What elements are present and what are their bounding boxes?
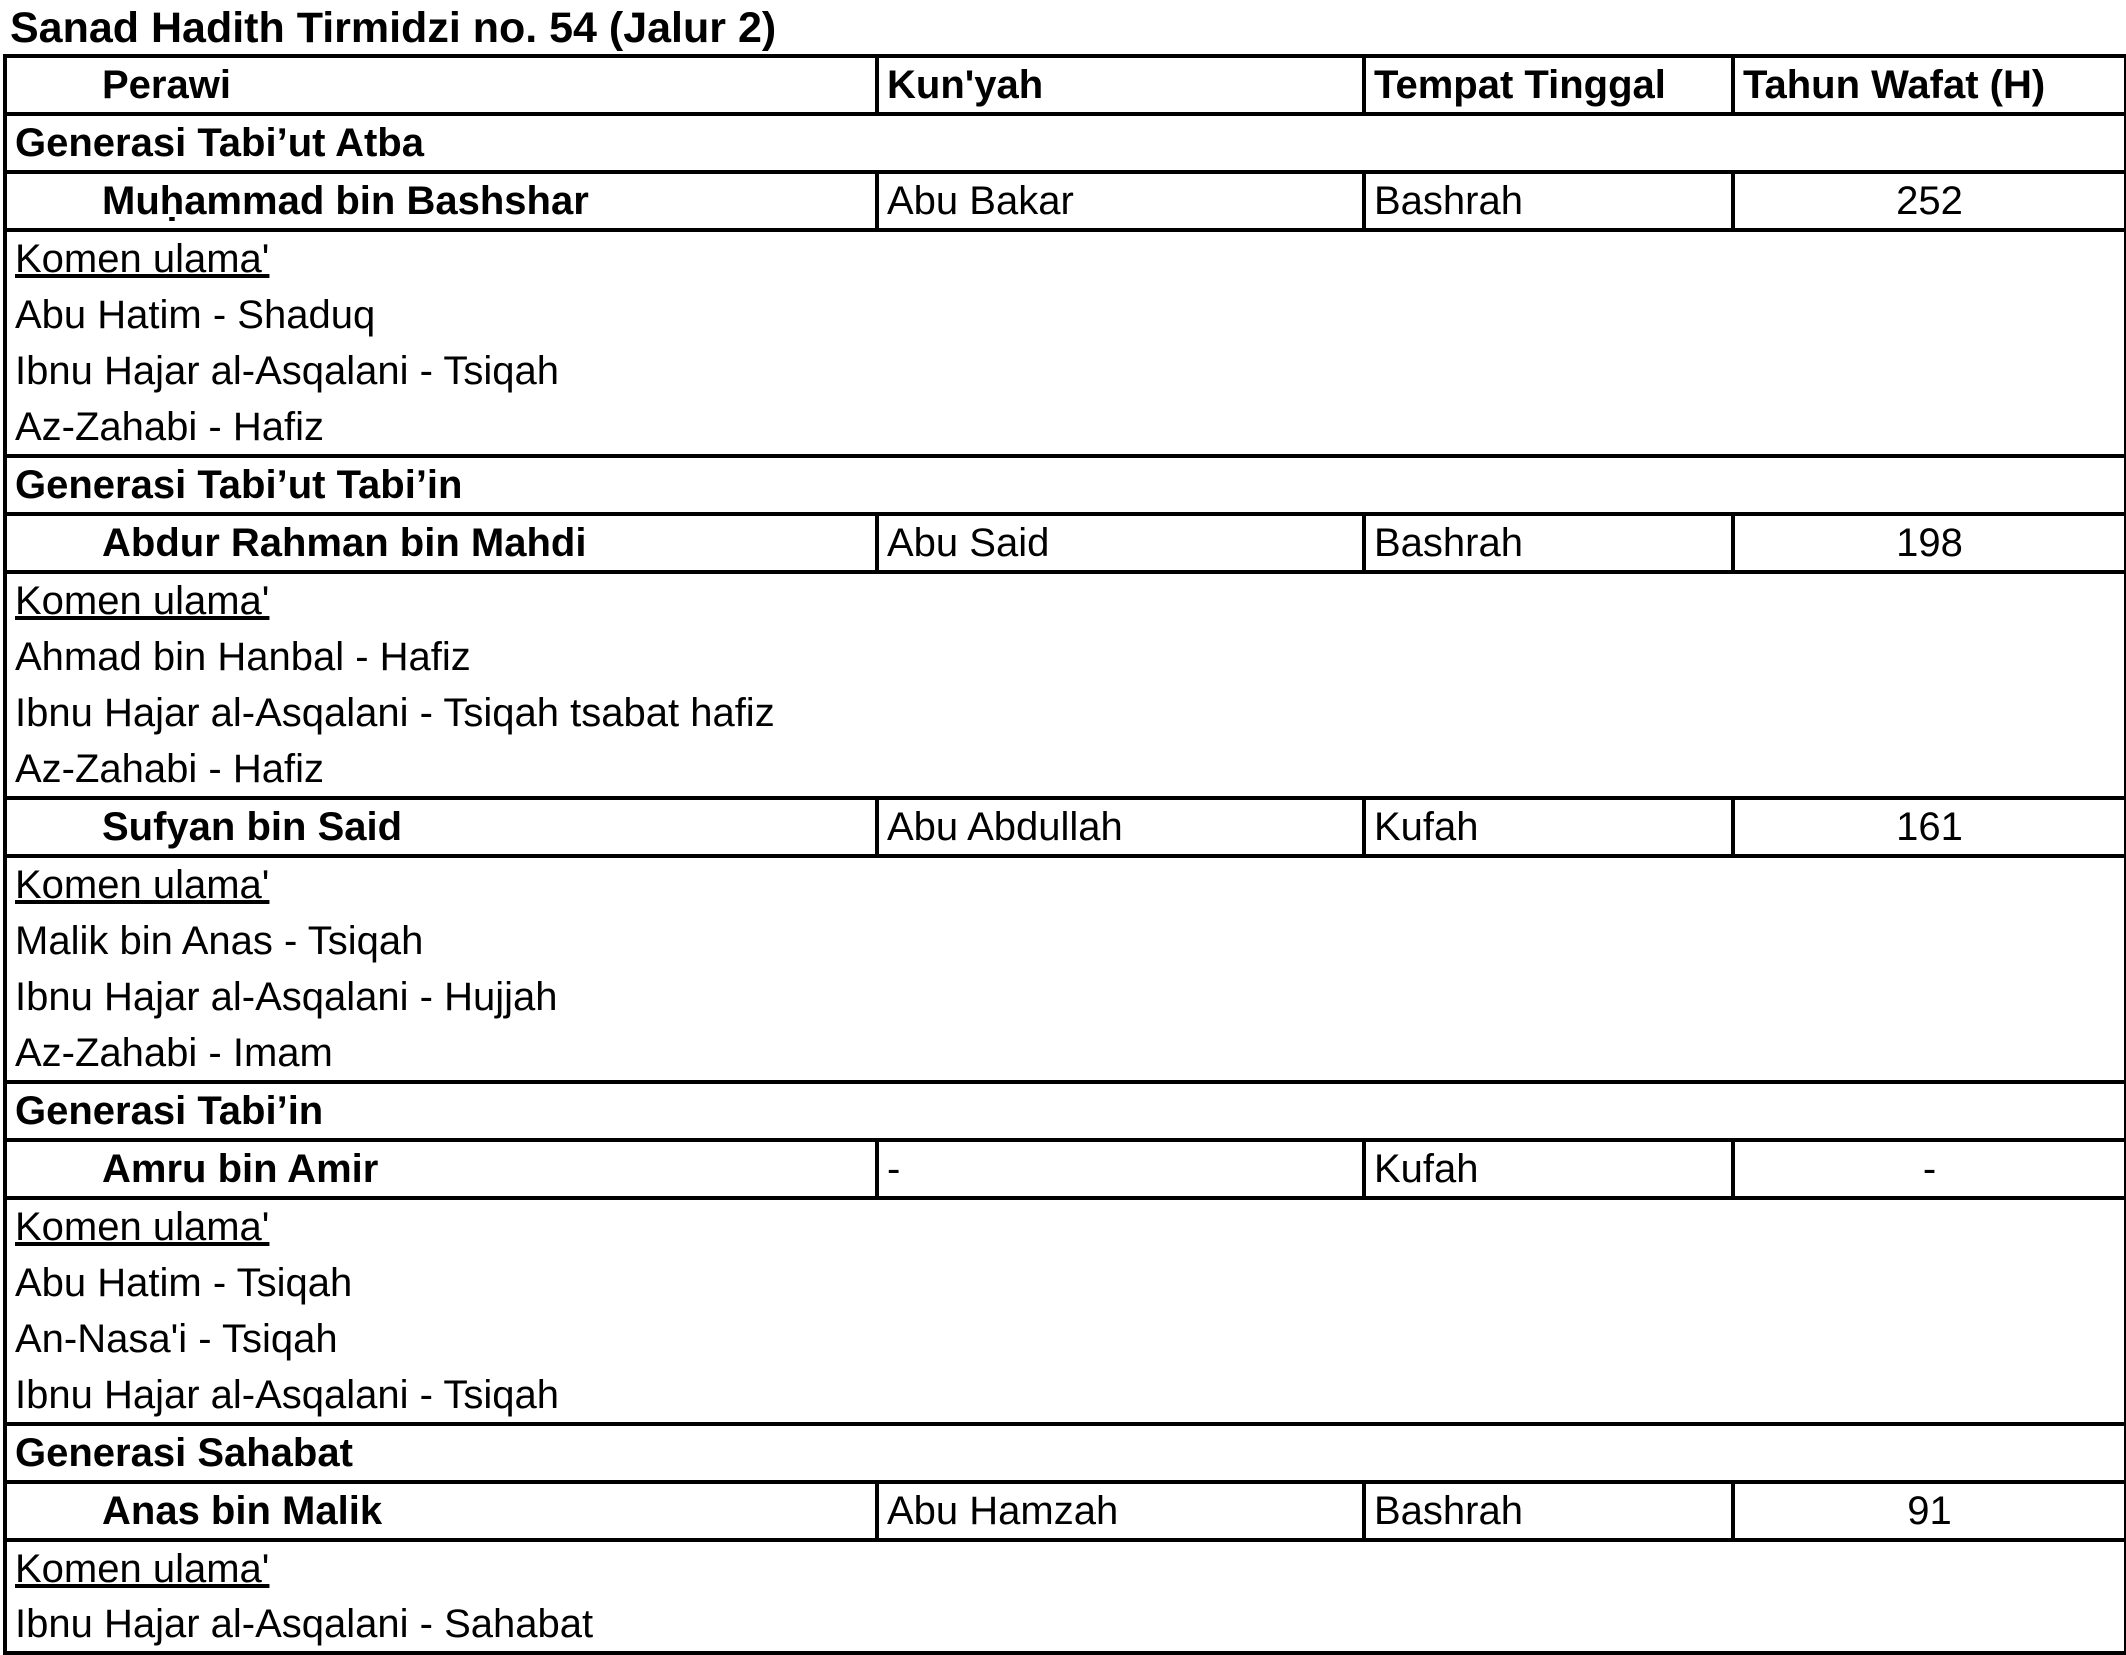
page-title: Sanad Hadith Tirmidzi no. 54 (Jalur 2) <box>10 4 777 52</box>
generation-label: Generasi Tabi’ut Atba <box>5 114 2126 172</box>
komen-row <box>5 969 2126 1026</box>
narrator-name: Muḥammad bin Bashshar <box>5 172 877 230</box>
narrator-tahun-wafat: 161 <box>1733 798 2126 856</box>
komen-label-row <box>5 230 2126 287</box>
komen-item: Ibnu Hajar al-Asqalani - Sahabat <box>5 1597 2126 1654</box>
generation-row <box>5 114 2126 172</box>
narrator-name: Sufyan bin Said <box>5 798 877 856</box>
komen-item: Ibnu Hajar al-Asqalani - Hujjah <box>5 969 2126 1026</box>
narrator-name: Abdur Rahman bin Mahdi <box>5 514 877 572</box>
komen-row <box>5 742 2126 799</box>
narrator-tahun-wafat: 91 <box>1733 1482 2126 1540</box>
narrator-row <box>5 798 2126 856</box>
narrator-row <box>5 1140 2126 1198</box>
komen-label-row <box>5 1540 2126 1597</box>
komen-row <box>5 1026 2126 1083</box>
narrator-kunyah: Abu Hamzah <box>877 1482 1364 1540</box>
narrator-tempat-tinggal: Kufah <box>1364 798 1733 856</box>
komen-item: Malik bin Anas - Tsiqah <box>5 913 2126 970</box>
komen-label: Komen ulama' <box>15 237 270 282</box>
komen-item: Ibnu Hajar al-Asqalani - Tsiqah <box>5 343 2126 400</box>
narrator-tahun-wafat: 198 <box>1733 514 2126 572</box>
komen-label: Komen ulama' <box>15 863 270 908</box>
narrator-kunyah: Abu Said <box>877 514 1364 572</box>
komen-item: An-Nasa'i - Tsiqah <box>5 1311 2126 1368</box>
narrator-name: Anas bin Malik <box>5 1482 877 1540</box>
sanad-table <box>3 54 2126 1655</box>
komen-item: Az-Zahabi - Imam <box>5 1026 2126 1083</box>
generation-row <box>5 1424 2126 1482</box>
komen-row <box>5 287 2126 344</box>
komen-row <box>5 1368 2126 1425</box>
narrator-name: Amru bin Amir <box>5 1140 877 1198</box>
komen-item: Abu Hatim - Shaduq <box>5 287 2126 344</box>
komen-label-row <box>5 1198 2126 1255</box>
komen-label-row <box>5 856 2126 913</box>
komen-label: Komen ulama' <box>15 1547 270 1592</box>
komen-row <box>5 400 2126 457</box>
narrator-row <box>5 172 2126 230</box>
komen-item: Ibnu Hajar al-Asqalani - Tsiqah <box>5 1368 2126 1425</box>
komen-item: Az-Zahabi - Hafiz <box>5 742 2126 799</box>
narrator-tempat-tinggal: Bashrah <box>1364 1482 1733 1540</box>
header-tahun-wafat: Tahun Wafat (H) <box>1733 56 2126 114</box>
komen-row <box>5 1311 2126 1368</box>
narrator-tempat-tinggal: Kufah <box>1364 1140 1733 1198</box>
generation-label: Generasi Sahabat <box>5 1424 2126 1482</box>
narrator-tahun-wafat: 252 <box>1733 172 2126 230</box>
narrator-kunyah: Abu Abdullah <box>877 798 1364 856</box>
generation-row <box>5 456 2126 514</box>
narrator-tempat-tinggal: Bashrah <box>1364 172 1733 230</box>
komen-row <box>5 913 2126 970</box>
header-tempat-tinggal: Tempat Tinggal <box>1364 56 1733 114</box>
narrator-tempat-tinggal: Bashrah <box>1364 514 1733 572</box>
header-row <box>5 56 2126 114</box>
komen-label: Komen ulama' <box>15 579 270 624</box>
komen-row <box>5 685 2126 742</box>
header-perawi: Perawi <box>5 56 877 114</box>
komen-item: Abu Hatim - Tsiqah <box>5 1255 2126 1312</box>
generation-label: Generasi Tabi’in <box>5 1082 2126 1140</box>
komen-row <box>5 343 2126 400</box>
narrator-row <box>5 514 2126 572</box>
komen-item: Ahmad bin Hanbal - Hafiz <box>5 629 2126 686</box>
header-kunyah: Kun'yah <box>877 56 1364 114</box>
generation-row <box>5 1082 2126 1140</box>
narrator-tahun-wafat: - <box>1733 1140 2126 1198</box>
komen-row <box>5 629 2126 686</box>
komen-label-row <box>5 572 2126 629</box>
generation-label: Generasi Tabi’ut Tabi’in <box>5 456 2126 514</box>
komen-label: Komen ulama' <box>15 1205 270 1250</box>
komen-item: Ibnu Hajar al-Asqalani - Tsiqah tsabat hafiz <box>5 685 2126 742</box>
komen-row <box>5 1255 2126 1312</box>
komen-row <box>5 1597 2126 1654</box>
narrator-row <box>5 1482 2126 1540</box>
narrator-kunyah: - <box>877 1140 1364 1198</box>
narrator-kunyah: Abu Bakar <box>877 172 1364 230</box>
komen-item: Az-Zahabi - Hafiz <box>5 400 2126 457</box>
